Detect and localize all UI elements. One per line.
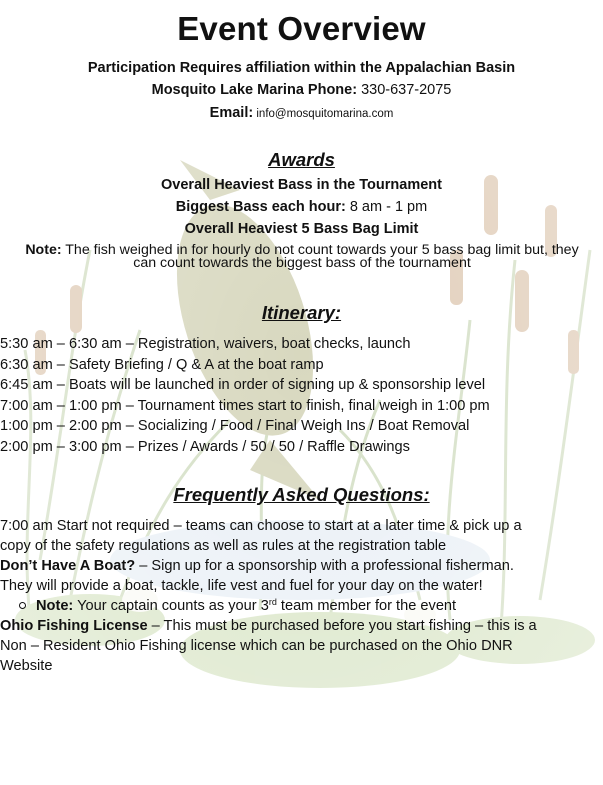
itinerary-item: 1:00 pm – 2:00 pm – Socializing / Food / Final Weigh Ins / Boat Removal xyxy=(0,418,470,434)
awards-note xyxy=(14,244,590,270)
faq-heading: Frequently Asked Questions: xyxy=(173,484,430,505)
email-line xyxy=(0,105,603,121)
itinerary-list xyxy=(0,334,550,457)
itinerary-heading: Itinerary: xyxy=(261,302,342,323)
faq-sub-note-captain: Note: Your captain counts as your 3rd team member for the event xyxy=(36,596,545,616)
biggest-bass-hours: 8 am - 1 pm xyxy=(345,199,428,215)
award-biggest-bass-hourly xyxy=(0,199,603,215)
phone-number: 330-637-2075 xyxy=(357,82,452,98)
itinerary-item: 2:00 pm – 3:00 pm – Prizes / Awards / 50 / 50 / Raffle Drawings xyxy=(0,438,410,455)
itinerary-item: 5:30 am – 6:30 am – Registration, waivers, boat checks, launch xyxy=(0,336,411,352)
faq-license-label: Ohio Fishing License xyxy=(0,618,148,634)
awards-note-label: Note: xyxy=(25,242,62,258)
biggest-bass-label: Biggest Bass each hour: xyxy=(175,199,346,215)
itinerary-item: 6:30 am – Safety Briefing / Q & A at the boat ramp xyxy=(0,356,324,373)
awards-heading: Awards xyxy=(268,149,335,170)
email-address: info@mosquitomarina.com xyxy=(253,108,394,120)
itinerary-item: 6:45 am – Boats will be launched in order of signing up & sponsorship level xyxy=(0,377,486,393)
faq-license-text: – This must be purchased before you start fishing – this is a Non – Resident Ohio Fishing license which can be purchased on the Ohio DNR Website xyxy=(0,618,537,674)
faq-item-start-time: 7:00 am Start not required – teams can choose to start at a later time & pick up a copy of the safety regulations as well as rules at the registration table xyxy=(0,518,522,554)
award-heaviest-bag-limit: Overall Heaviest 5 Bass Bag Limit xyxy=(184,221,419,237)
faq-sub-note-label: Note: xyxy=(36,598,74,614)
awards-note-text: The fish weighed in for hourly do not count towards your 5 bass bag limit but, they can count towards the biggest bass of the tournament xyxy=(61,242,579,271)
email-label: Email: xyxy=(209,105,254,121)
itinerary-item: 7:00 am – 1:00 pm – Tournament times start to finish, final weigh in 1:00 pm xyxy=(0,397,490,414)
faq-item-no-boat xyxy=(0,556,545,596)
marina-phone-line xyxy=(0,82,603,98)
faq-item-fishing-license xyxy=(0,616,545,676)
faq-no-boat-text: – Sign up for a sponsorship with a professional fisherman. They will provide a boat, tackle, life vest and fuel for your day on the water! xyxy=(0,558,514,594)
hollow-bullet-icon xyxy=(19,602,26,609)
phone-label: Mosquito Lake Marina Phone: xyxy=(151,82,358,98)
faq-no-boat-label: Don’t Have A Boat? xyxy=(0,558,136,574)
faq-list xyxy=(0,516,545,676)
award-overall-heaviest-bass: Overall Heaviest Bass in the Tournament xyxy=(161,177,442,193)
participation-requirement: Participation Requires affiliation within the Appalachian Basin xyxy=(87,60,516,76)
page-title: Event Overview xyxy=(177,10,426,47)
